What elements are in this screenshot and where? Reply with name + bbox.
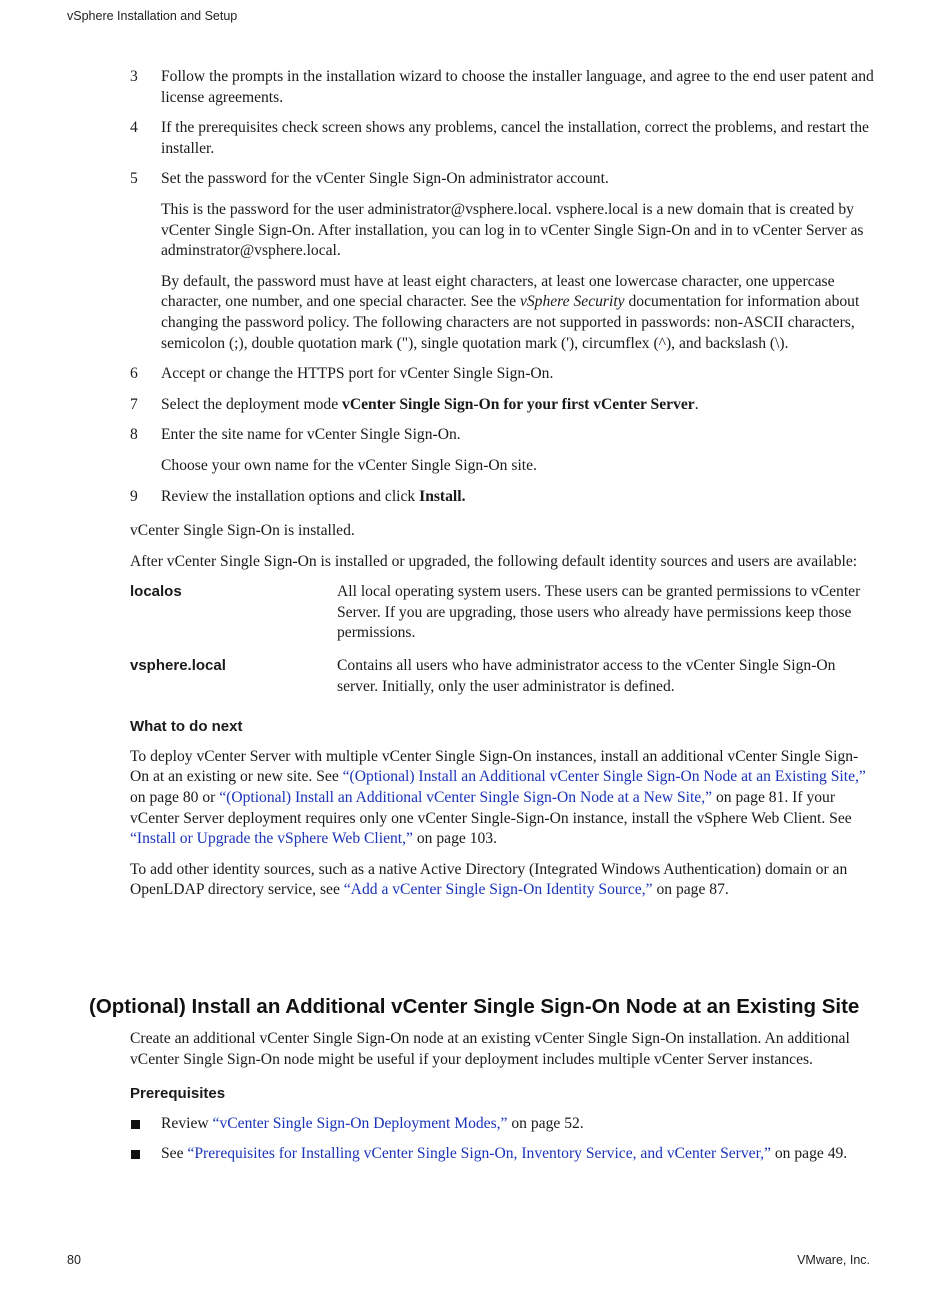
- step-text: .: [694, 395, 699, 413]
- company-name: VMware, Inc.: [797, 1253, 870, 1267]
- para-text: on page 81. If your vCenter Server deployment requires only one vCenter Single-Sign-On instance, install the vSphere Web Client. See: [130, 789, 852, 827]
- section-intro: Create an additional vCenter Single Sign-On node at an existing vCenter Single Sign-On installation. An additional vCenter Single Sign-On node might be useful if your deployment includes multiple vCenter Server instances.: [130, 1030, 850, 1068]
- identity-sources-list: [130, 582, 875, 697]
- step-9: [130, 487, 875, 508]
- cross-reference-link[interactable]: “(Optional) Install an Additional vCenter Single Sign-On Node at an Existing Site,”: [342, 768, 866, 786]
- step-text: If the prerequisites check screen shows any problems, cancel the installation, correct the problems, and restart the installer.: [161, 119, 869, 157]
- bullet-square-icon: [131, 1120, 140, 1129]
- definition-desc: All local operating system users. These users can be granted permissions to vCenter Server. If you are upgrading, those users who already have permissions keep those permissions.: [337, 583, 861, 642]
- step-number: 7: [130, 395, 138, 413]
- cross-reference-link[interactable]: “Add a vCenter Single Sign-On Identity Source,”: [343, 881, 653, 899]
- step-number: 6: [130, 365, 138, 383]
- definition-row: [130, 582, 875, 644]
- bullet-text: Review: [161, 1114, 213, 1132]
- step-text: Select the deployment mode: [161, 395, 343, 413]
- step-5-note-account: This is the password for the user administrator@vsphere.local. vsphere.local is a new domain that is created by vCenter Single Sign-On. After installation, you can log in to vCenter Single Sign-On and in to vCenter Server as adminstrator@vsphere.local.: [161, 200, 864, 260]
- note-text: By default, the password must have at least eight characters, at least one lowercase character, one uppercase character, one number, and one special character. See the: [161, 272, 835, 311]
- after-install-text: After vCenter Single Sign-On is installed or upgraded, the following default identity sources and users are available:: [130, 552, 858, 570]
- bullet-square-icon: [131, 1150, 140, 1159]
- what-to-do-next-heading: What to do next: [130, 718, 243, 736]
- step-5-note-password-policy: [130, 272, 875, 354]
- step-number: 8: [130, 426, 138, 444]
- bullet-text: on page 52.: [507, 1114, 584, 1132]
- step-number: 9: [130, 487, 138, 505]
- step-text: Set the password for the vCenter Single Sign-On administrator account.: [161, 170, 609, 188]
- definition-term: localos: [130, 583, 182, 601]
- cross-reference-link[interactable]: “(Optional) Install an Additional vCenter Single Sign-On Node at a New Site,”: [219, 789, 713, 807]
- running-header: vSphere Installation and Setup: [67, 9, 238, 23]
- step-number: 5: [130, 170, 138, 188]
- result-text: vCenter Single Sign-On is installed.: [130, 522, 355, 540]
- step-text: Accept or change the HTTPS port for vCenter Single Sign-On.: [161, 365, 554, 383]
- step-text: Enter the site name for vCenter Single Sign-On.: [161, 426, 461, 444]
- step-5: [130, 169, 875, 190]
- procedure-body: [130, 67, 875, 911]
- definition-term: vsphere.local: [130, 657, 226, 675]
- definition-row: [130, 656, 875, 697]
- para-text: To add other identity sources, such as a native Active Directory (Integrated Windows Authentication) domain or an OpenLDAP directory service, see: [130, 860, 848, 899]
- para-text: To deploy vCenter Server with multiple vCenter Single Sign-On instances, install an additional vCenter Single Sign-On at an existing or new site. See: [130, 747, 859, 786]
- para-text: on page 87.: [652, 881, 729, 899]
- page-number: 80: [67, 1253, 81, 1267]
- step-7: [130, 395, 875, 416]
- step-4: [130, 118, 875, 159]
- step-text: Review the installation options and click: [161, 487, 420, 505]
- step-3: [130, 67, 875, 108]
- deployment-mode-name: vCenter Single Sign-On for your first vCenter Server: [342, 395, 695, 413]
- cross-reference-link[interactable]: “vCenter Single Sign-On Deployment Modes,”: [212, 1114, 508, 1132]
- step-8: [130, 425, 875, 446]
- prerequisites-heading: Prerequisites: [130, 1085, 226, 1103]
- section-body: [130, 1029, 875, 1175]
- section-heading: (Optional) Install an Additional vCenter Single Sign-On Node at an Existing Site: [89, 995, 860, 1018]
- definition-desc: Contains all users who have administrator access to the vCenter Single Sign-On server. Initially, only the user administrator is defined.: [337, 657, 836, 695]
- step-number: 4: [130, 119, 138, 137]
- bullet-text: on page 49.: [770, 1145, 848, 1163]
- next-paragraph-1: [130, 747, 875, 850]
- step-6: [130, 364, 875, 385]
- para-text: on page 103.: [412, 830, 497, 848]
- note-text: documentation for information about changing the password policy. The following characters are not supported in passwords: non-ASCII characters, semicolon (;), double quotation mark ("), single quotation mark ('), circumflex (^), and backslash (\).: [161, 293, 860, 352]
- bullet-text: See: [161, 1145, 188, 1163]
- step-text: Follow the prompts in the installation wizard to choose the installer language, and agree to the end user patent and license agreements.: [161, 68, 874, 106]
- cross-reference-link[interactable]: “Install or Upgrade the vSphere Web Client,”: [130, 830, 413, 848]
- step-8-note: Choose your own name for the vCenter Single Sign-On site.: [161, 456, 537, 474]
- step-number: 3: [130, 68, 138, 85]
- prerequisite-item: [130, 1144, 875, 1165]
- doc-title: vSphere Security: [519, 293, 625, 311]
- next-paragraph-2: [130, 860, 875, 901]
- para-text: on page 80 or: [130, 789, 220, 807]
- cross-reference-link[interactable]: “Prerequisites for Installing vCenter Single Sign-On, Inventory Service, and vCenter Server,”: [187, 1145, 771, 1163]
- prerequisite-item: [130, 1114, 875, 1135]
- install-label: Install.: [419, 487, 466, 505]
